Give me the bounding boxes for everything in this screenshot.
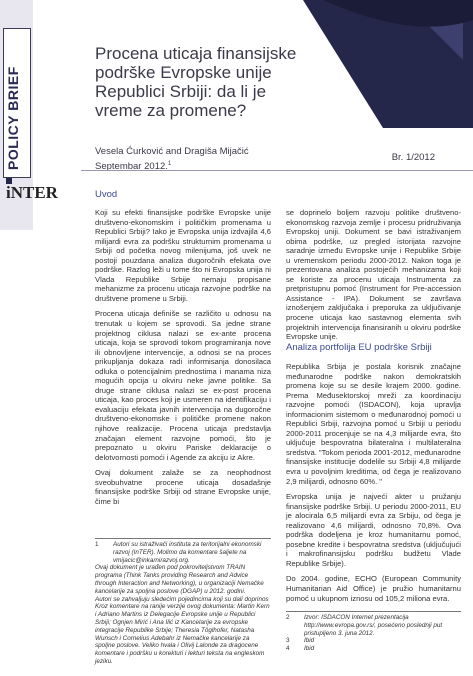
right-paragraph: Republika Srbija je postala korisnik značajne međunarodne podrške nakon demokratskih promena koje su se desile krajem 2000. godine. Prema Međusektorskoj mreži za koordinaciju razvojne pomoći (ISDACON), koja upravlja informacionim sistemom o međunarodnoj pomoći u Republici Srbiji, razvojna pomoć u Srbiji u periodu 2000-2011 procenjuje se na 4,3 milijarde evra, što uključuje bespovratna bilateralna i multilateralna sredstva. "Tokom perioda 2001-2012, međunarodne finansijske institucije dodelile su Srbiji 4,8 milijarde evra u povoljnim kreditima, od čega je realizovano 2,9 milijardi, odnosno 60%. " (286, 362, 461, 486)
left-column (95, 208, 271, 512)
footnote: Ovaj dokument je urađen pod pokroviteljstvom TRAIN programa (Think Tanks providing Research and Advice through Interaction and Networking), u organizaciji Nemačke kancelarije za spoljna poslove (DGAP) u 2012. godini. (95, 564, 264, 595)
footnotes-left (95, 541, 271, 666)
section-heading-analysis: Analiza portfolija EU podrške Srbiji (286, 342, 432, 353)
footnote: 4 Ibid (286, 645, 315, 653)
document-title: Procena uticaja finansijske podrške Evropske unije Republici Srbiji: da li je vreme za promene? (95, 44, 297, 120)
footnote: 2 Izvor: ISDACON Internet prezentacija http://www.evropa.gov.rs/, posećeno poslednji put pristupljeno 3. juna 2012. (286, 614, 443, 637)
left-paragraph: Koji su efekti finansijske podrške Evropske unije društveno-ekonomskim i političkim promenama u Republici Srbiji? Iako je Evropska unija izdvajila 4,6 milijardi evra za podršku strukturnim promenama u Srbiji od početka novog milenijuma, još uvek ne postoji pouzdana analiza dugoročnih efekata ove podrške. Razlog leži u tome što ni Evropska unija ni Vlada Republike Srbije nemaju propisane mehanizme za procenu uticaja razvojne podrške na društvene promene u Srbiji. (95, 208, 271, 303)
date: Septembar 2012. (95, 161, 168, 173)
right-column-bottom (286, 362, 461, 609)
side-label: POLICY BRIEF (5, 66, 21, 170)
date-footnote-mark: 1 (167, 161, 172, 167)
section-heading-intro: Uvod (95, 189, 118, 200)
svg-text:iNTER: iNTER (6, 183, 58, 202)
footnotes-right (286, 614, 461, 653)
right-column-top (286, 208, 461, 348)
footnote: 1 Autori su istraživači instituta za teritorijalni ekonomski razvoj (InTER). Molimo da komentare šaljete na vmijacic@inkarnirazvoj.org. (95, 541, 262, 564)
left-paragraph: Procena uticaja definiše se različito u odnosu na trenutak u kojem se sprovodi. Sa jedne strane projektnog ciklusa nalazi se ex-ante procena uticaja, koja se sprovodi tokom programiranja nove ili obnovljene intervencije, a odnosi se na proces prikupljanja dokaza radi informisanja donosilaca odluka o potencijalnim prednostima i manama niza mogućih opcija u okviru neke javne politike. Sa druge strane ciklusa nalazi se ex-post procena uticaja, kao proces koji je usmeren na identifikaciju i evaluaciju efekata javnih intervencija na dugoročne društveno-ekonomske i političke promene nakon njihove realizacije. Procena uticaja predstavlja značajan element razvojne pomoći, što je prepoznato u okviru Pariske deklaracije o delotvornosti pomoći i Agende za akciju iz Akre. (95, 309, 271, 462)
right-paragraph: Do 2004. godine, ECHO (European Community Humanitarian Aid Office) je pružio humanitarnu pomoć u ukupnom iznosu od 105,2 miliona evra. (286, 574, 461, 603)
left-paragraph: Ovaj dokument zalaže se za neophodnost sveobuhvatne procene uticaja dosadašnje finansijske podrške Srbiji od strane Evropske unije, čime bi (95, 468, 271, 506)
issue-number: Br. 1/2012 (391, 152, 435, 163)
footnote-rule-right (286, 611, 461, 612)
right-paragraph: Evropska unija je najveći akter u pružanju finansijske podrške Srbiji. U periodu 2000-2011, EU je alocirala 6,5 milijardi evra za Srbiju, od čega je realizovano 4,6 milijardi, odnosno 70,8%. Ova podrška dodeljena je kroz humanitarnu pomoć, posebne kredite i bespovratna sredstva (uključujući i makrofinansijsku podršku budžetu Vlade Republike Srbije). (286, 492, 461, 568)
footnote: 3 Ibid (286, 637, 315, 645)
header-rule (81, 170, 473, 171)
right-paragraph: se doprinelo boljem razvoju politike društveno-ekonomskog razvoja zemlje i procesu pridruživanja Evropskoj uniji. Dokument se bavi istraživanjem obima podrške, uz pregled istorijata razvojne saradnje između Evropske unije i Republike Srbije u vremenskom periodu 2000-2012. Nakon toga je prezentovana analiza postojećih mehanizama koji se koriste za procenu uticaja Instrumenta za pretpristupnu pomoć (Instrument for Pre-accession Assistance - IPA). Dokument se završava iznošenjem zaključaka i preporuka za uključivanje procene uticaja kao sastavnog elementa svih projektnih intervencija finansiranih u okviru podrške Evropske unije. (286, 208, 461, 342)
footnote: Autori se zahvaljuju sledećim pojedincima koji su dali doprinos Kroz komentare na ranije verzije ovog dokumenta: Martin Kern i Adriano Martins iz Delegacije Evropske unije u Republici Srbiji; Ognjen Mirić i Ana Ilić iz Kancelarije za evropske integracije Republike Srbije; Theresia Töglhofer, Natasha Wunsch i Cornelius Adebahr iz Nemačke kancelarije za spoljne poslove. Veliko hvala i Olivij Lalonde za dragocene komentare i podršku u korekturi i lekturi teksta na engleskom jeziku. (95, 595, 270, 665)
footnote-rule-left (95, 538, 271, 539)
authors: Vesela Ćurković and Dragiša Mijačić (95, 146, 249, 157)
inter-logo (6, 176, 68, 202)
